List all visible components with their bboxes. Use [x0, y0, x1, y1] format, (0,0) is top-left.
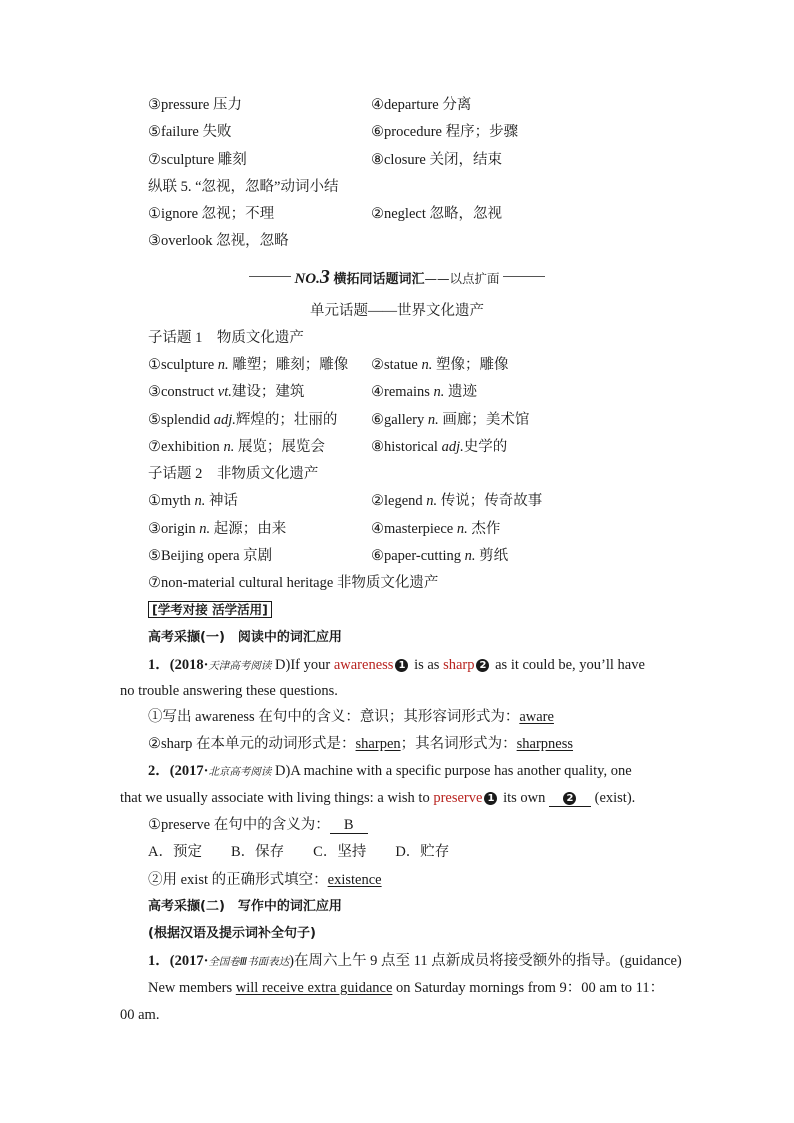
instructions: (根据汉语及提示词补全句子) — [148, 926, 316, 941]
exam2-title: 高考采撷(二) 写作中的词汇应用 — [148, 899, 342, 914]
answer: aware — [519, 709, 554, 725]
marker-2: 2 — [563, 792, 576, 805]
vocab-item: ④masterpiece n. 杰作 — [371, 521, 501, 537]
vocab-item: ⑥gallery n. 画廊；美术馆 — [371, 412, 530, 428]
marker-2: 2 — [476, 659, 489, 672]
keyword-preserve: preserve — [433, 790, 483, 806]
header-rule-right — [503, 276, 545, 277]
answer: will receive extra guidance — [235, 980, 393, 996]
answer: existence — [327, 872, 382, 888]
question-3: 1．(2017·全国卷Ⅲ书面表达)在周六上午 9 点至 11 点新成员将接受额外的指导。(guidance) — [148, 953, 682, 969]
vocab-item: ⑦exhibition n. 展览；展览会 — [148, 439, 325, 455]
answer: B — [330, 817, 368, 834]
question-2a: ①preserve 在句中的含义为： B — [148, 815, 368, 835]
vocab-item: ⑥procedure 程序；步骤 — [371, 124, 519, 140]
keyword-sharp: sharp — [443, 657, 475, 673]
connect-tag: [学考对接 活学活用] — [148, 600, 272, 620]
question-1a: ①写出 awareness 在句中的含义：意识；其形容词形式为：aware — [148, 709, 554, 725]
vocab-item: ②statue n. 塑像；雕像 — [371, 357, 509, 373]
subtopic2-title: 子话题 2 非物质文化遗产 — [148, 466, 319, 482]
section-subtitle: 以点扩面 — [449, 271, 500, 286]
question-source: 全国卷Ⅲ书面表达 — [208, 956, 290, 968]
vocab-item: ⑧closure 关闭，结束 — [371, 152, 502, 168]
answer: sharpen — [355, 736, 401, 752]
vocab-item: ①sculpture n. 雕塑；雕刻；雕像 — [148, 357, 349, 373]
fill-blank — [549, 790, 591, 807]
section-dash: —— — [424, 271, 450, 286]
vocab-item: ③overlook 忽视，忽略 — [148, 233, 289, 249]
keyword-awareness: awareness — [333, 657, 394, 673]
vocab-item: ⑦non-material cultural heritage 非物质文化遗产 — [148, 575, 439, 591]
question-1b: ②sharp 在本单元的动词形式是：sharpen；其名词形式为：sharpness — [148, 736, 574, 752]
question-1-cont: no trouble answering these questions. — [120, 683, 338, 699]
vocab-item: ⑧historical adj.史学的 — [371, 439, 508, 455]
question-2-cont: that we usually associate with living things: a wish to preserve 1 its own 2 (exist). — [120, 790, 636, 806]
question-3-answer: New members will receive extra guidance on Saturday mornings from 9：00 am to 11： — [148, 980, 665, 996]
unit-topic: 单元话题——世界文化遗产 — [310, 303, 484, 319]
section-no: NO. — [294, 271, 320, 287]
question-source: 北京高考阅读 — [208, 766, 272, 778]
section-header — [0, 266, 794, 291]
question-source: 天津高考阅读 — [208, 660, 272, 672]
vocab-item: ③origin n. 起源；由来 — [148, 521, 287, 537]
vocab-item: ①ignore 忽视；不理 — [148, 206, 275, 222]
answer: sharpness — [516, 736, 574, 752]
vocab-item: ①myth n. 神话 — [148, 493, 238, 509]
question-3-cont: 00 am. — [120, 1007, 160, 1023]
marker-1: 1 — [484, 792, 497, 805]
vocab-item: ⑤splendid adj.辉煌的；壮丽的 — [148, 412, 338, 428]
section-number: 3 — [319, 266, 330, 288]
vocab-item: ④departure 分离 — [371, 97, 472, 113]
exam1-title: 高考采撷(一) 阅读中的词汇应用 — [148, 630, 342, 645]
vocab-item: ④remains n. 遗迹 — [371, 384, 478, 400]
question-2-options: A．预定 B．保存 C．坚持 D．贮存 — [148, 844, 450, 860]
header-rule-left — [249, 276, 291, 277]
question-2: 2．(2017·北京高考阅读 D)A machine with a specific purpose has another quality, one — [148, 763, 632, 779]
vocab-item: ②neglect 忽略，忽视 — [371, 206, 502, 222]
question-1: 1．(2018·天津高考阅读 D)If your awareness 1 is as sharp 2 as it could be, you’ll have — [148, 657, 645, 673]
vocab-item: ⑤Beijing opera 京剧 — [148, 548, 273, 564]
vocab-item: ⑤failure 失败 — [148, 124, 232, 140]
vocab-item: ⑦sculpture 雕刻 — [148, 152, 247, 168]
subtopic1-title: 子话题 1 物质文化遗产 — [148, 330, 304, 346]
vocab-item: ③construct vt.建设；建筑 — [148, 384, 305, 400]
marker-1: 1 — [395, 659, 408, 672]
link5-title: 纵联 5. “忽视，忽略”动词小结 — [148, 179, 339, 195]
vocab-item: ③pressure 压力 — [148, 97, 242, 113]
vocab-item: ⑥paper-cutting n. 剪纸 — [371, 548, 509, 564]
section-title: 横拓同话题词汇 — [333, 272, 425, 287]
vocab-item: ②legend n. 传说；传奇故事 — [371, 493, 543, 509]
question-2b: ②用 exist 的正确形式填空：existence — [148, 872, 382, 888]
